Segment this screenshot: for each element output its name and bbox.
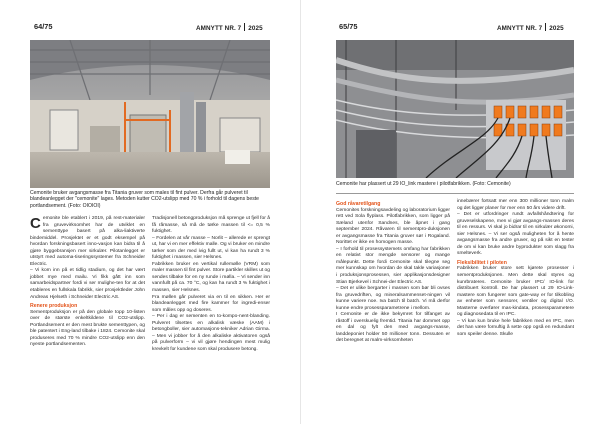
paragraph: – Per i dag er sementen en to-kompo-nent-blanding. Pulveret tilsettes en alkalisk væske (AAM) i betongboller, sier automasjons-tekniker Adrian Girma. – Men vi jobber for å den alkaliske aktivatoren også på pulverform – vi vil gjøre hendingen mest mulig krevkelt for kundene som skal produsere betong. [152, 314, 270, 352]
paragraph: Tradisjonell betongproduksjon må sprenge ut fjell for å få råmasse, så må de tørke massen til <= 0,5 % fuktighet. [152, 216, 270, 235]
right-magazine-header [497, 23, 564, 32]
article-body: Sementproduksjon er på den globale topp 10-listen over de største enkeltkildene til CO2-utslipp. Portlandsement er den mest brukte sementtypen, og ble patentert i Eng-land tilbake i 1824. Cemonite skal produseres med 70 % mindre CO2-utslipp enn den nyeste portlandsementen. [30, 309, 145, 348]
paragraph: – Det er utfordringer rundt avfallshåndtering for gruveselskapene, men vi gjør avgangs-massen deres til en ressurs. Vi skal jo bidrar til en sirkulær økonomi, sier Helsnes. – Vi ser også muligheten for å hente avgangsmasse fra andre gruver, og på sikt en tester de om vi kan bruke andre byprodukter som slagg fra smelteverk. [457, 212, 574, 257]
right-column-2 [457, 199, 574, 338]
right-page-number: 65/75 [339, 22, 358, 31]
paragraph: – Vi kan kun bruke hele fabrikken med en IPC, men det han være fornuftig å sette opp også en redundant som speiler denne. Skulle [457, 318, 574, 337]
left-magazine-year: 2025 [248, 25, 263, 32]
article-quote: – Vi kom inn på et tidlig stadium, og det har vært jobbet mye med mailu. Vi fikk gått inn som samarbeidspartner fordi vi ser mulighe-ten for at det etableres en fullskala fabrikk, sier prosjektleder John Andreas Hjelseth i Schneider Electric AS. [30, 268, 145, 300]
paragraph: I Cemonite er de ikke bekymret for tilfanget av råstoff i overskuelig fremtid. Titania har dommet opp en dal og fylt den med avgangs-masse, landdeponiet holder 50 millioner tonn. Dessuten er det beregnet at malm-virksomheten [336, 312, 450, 344]
right-magazine-title: AMNYTT NR. 7 [497, 25, 543, 32]
drop-cap: C [30, 215, 41, 232]
left-column-1 [30, 216, 145, 349]
paragraph: Fabrikken bruker store sett kjørete prosesser i sementproduksjonen. Men dette skal styres og kunrbrateres. Cemonite bruker IPC/ IO-link for distribuert kontroll. De har plassert ut 29 IO-Link-mastere som fungerer som gate-way er for tilkobling av enheter som sensorer, ventiler og digital I/O. Masterne overfører mas-kindata, prosessparametere og diagnosedata til en IPC. [457, 266, 574, 318]
left-column-2 [152, 216, 270, 353]
paragraph: – I forhold til prosessystemets omfang har fabrikken en relativt stor mengde sensorer og mange målepunkt. Dette fordi Cemonite skal tilegne seg mer kunnskap om hvordan de skal takle variasjoner i produksjonsprosessen, sier applikasjonsdesigner Stian Bjerkevel i Schnei-der Electric AS. [336, 246, 450, 285]
right-magazine-year: 2025 [549, 25, 564, 32]
caption-divider [336, 193, 574, 194]
right-page [300, 0, 600, 424]
article-intro: emonite ble etablert i 2019, på rest-materialer fra gruvevirksomhet har de utviklet en sementtype basert på alka-liaktiverte bindemiddel. Prosjektet er et godt eksempel på hvordan forskningsbasert inno-vasjon kan bidra til å gjøre byggebransjen mer sirkulær. Pilotanlegget er utstyrt med automa-tiseringssystemer fra Schneider Electric. [30, 216, 145, 267]
subheading-god-ravaretilgang: God råvaretilgang [336, 201, 381, 207]
paragraph: innebærer fortsatt mer enn 300 millioner tonn malm og det ligger planer for mer enn 50 års videre drift. [457, 199, 574, 211]
paragraph: Fra møllen går pulveret via en til en sikken. Her er blandeanlegget med fire kammer for ingredi-enser som måles opp og doseres. [152, 294, 270, 313]
subheading-fleksibilitet: Fleksibilitet i piloten [457, 259, 507, 266]
paragraph: Cemonites forskningsavdeling og laboratorium ligger rett ved Sola flyplass. Pilotfabrikken, som ligger på Sæland utenfor Sandnes, ble åpnet i gang september 2024. Råvaren til sementpro-duksjonen er avgangsmasse fra Titania gruver sør i Rogaland. Norittet er ikke en homogen masse. [336, 207, 450, 246]
left-magazine-header [196, 23, 263, 32]
left-photo-caption: Cemonite bruker avgangsmasse fra Titania gruver som males til fint pulver. Derfra går pulveret til blandeanlegget der "cemonite" lages. Metoden kutter CO2-utslipp med 70 % i forhold til dagens beste portlandsement. (Foto: OIOIOI) [30, 190, 260, 209]
paragraph: – Det er ulike bergarter i massen som bør bli ovses fra gruvedriften, og mineralsammenset-ningen vil kunne variere noe. Iva batch til batch. Vi må derfor kunne endre prosessparametrene i mellom. [336, 286, 450, 311]
subheading-renere-produksjon: Renere produksjon [30, 303, 78, 310]
right-photo-caption: Cemonite har plassert ut 29 IO_link mastere i pilotfabrikken. (Foto: Cemonite) [336, 181, 511, 187]
factory-hall-photo [30, 40, 270, 188]
paragraph: Fabrikken bruker en vertikal rullemølle (VRM) som maler massen til fint pulver. Store partikler skilles ut og sendes tilbake for en ny runde i mølla. – Vi sender inn vannfullt på ca. 70 °C, og kan ha rundt 3 % fuktighet i massen, sier Helsnes. [152, 261, 270, 294]
paragraph: – Fordelen at vår masse – Norlit – allerede er sprengt ut, har vi en mer effektiv malle. Og vi bruker en mindre tørker som der med ivig fullt ut, vi kan ha rundt 3 % fuktighet i massen, sier Helsnes. [152, 235, 270, 261]
left-magazine-title: AMNYTT NR. 7 [196, 25, 242, 32]
right-column-1 [336, 199, 450, 345]
io-link-masters-photo [336, 40, 574, 178]
left-page-number: 64/75 [34, 22, 53, 31]
